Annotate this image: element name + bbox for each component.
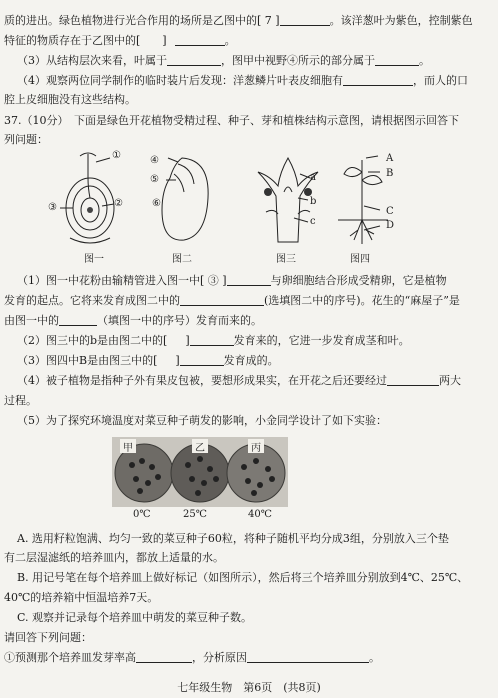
figure-4-label-c: C	[386, 206, 394, 217]
figure-1-label-2: ②	[114, 198, 123, 209]
text-line	[0, 294, 498, 308]
answer-blank[interactable]	[375, 54, 419, 66]
line-text: （1）图一中花粉由输精管进入图一中[ ③ ]	[17, 274, 227, 287]
text-line	[0, 54, 498, 68]
text-line	[0, 611, 498, 625]
line-text: 过程。	[4, 394, 37, 407]
temp-label-3: 40℃	[248, 509, 272, 520]
line-text: 发育来的，它进一步发育成茎和叶。	[233, 334, 410, 347]
text-line	[0, 93, 498, 107]
page-footer: 七年级生物 第6页 (共8页)	[177, 681, 321, 694]
text-line	[0, 394, 498, 408]
text-line	[0, 354, 498, 368]
line-text: （4）观察两位同学制作的临时装片后发现：洋葱鳞片叶表皮细胞有	[17, 74, 343, 87]
figure-4-caption: 图四	[350, 254, 370, 265]
answer-blank[interactable]	[387, 374, 439, 386]
figure-1-label-1: ①	[112, 150, 121, 161]
line-text: 发育成的。	[223, 354, 279, 367]
line-text: （2）图三中的b是由图二中的[	[17, 334, 168, 347]
line-text: C. 观察并记录每个培养皿中萌发的菜豆种子数。	[17, 611, 253, 624]
temp-label-1: 0℃	[133, 509, 151, 520]
line-text: 有二层湿滤纸的培养皿内，都放上适量的水。	[4, 551, 224, 564]
answer-blank[interactable]	[180, 294, 264, 306]
figure-2-caption: 图二	[172, 254, 192, 265]
line-text: A. 选用籽粒饱满、均匀一致的菜豆种子60粒，将种子随机平均分成3组，分别放入三个垫	[17, 532, 449, 545]
text-line	[0, 34, 498, 48]
text-line	[0, 551, 498, 565]
line-text: 由图一中的	[4, 314, 59, 327]
text-line	[0, 532, 498, 546]
figure-3-label-b: b	[310, 196, 317, 207]
line-text: （3）图四中B是由图三中的[	[17, 354, 158, 367]
line-text: ，而人的口	[413, 74, 468, 87]
dish-label-bing: 丙	[251, 443, 261, 454]
text-line	[0, 571, 498, 585]
line-text: 40℃的培养箱中恒温培养7天。	[4, 591, 159, 604]
question-37	[0, 114, 498, 128]
text-line	[0, 274, 498, 288]
answer-blank[interactable]	[167, 54, 221, 66]
text-line	[0, 651, 498, 665]
line-text: 与卵细胞结合形成受精卵，它是植物	[270, 274, 447, 287]
line-text: 。	[419, 54, 430, 67]
line-text: （5）为了探究环境温度对菜豆种子萌发的影响，小金同学设计了如下实验：	[17, 414, 387, 427]
line-text: 质的进出。绿色植物进行光合作用的场所是乙图中的[ 7 ]	[4, 14, 280, 27]
figure-2-label-4: ④	[150, 155, 159, 166]
dish-label-yi: 乙	[195, 443, 205, 454]
line-text: 请回答下列问题：	[4, 631, 92, 644]
line-text: ]	[175, 354, 180, 367]
answer-blank[interactable]	[247, 651, 369, 663]
line-text: 列问题：	[4, 133, 48, 146]
line-text: 。	[369, 651, 380, 664]
text-line	[0, 14, 498, 28]
line-text: （3）从结构层次来看，叶属于	[17, 54, 167, 67]
answer-blank[interactable]	[343, 74, 413, 86]
line-text: 。该洋葱叶为紫色，控制紫色	[329, 14, 473, 27]
line-text: ，分析原因	[192, 651, 247, 664]
text-line	[0, 591, 498, 605]
answer-blank[interactable]	[190, 334, 234, 346]
line-text: B. 用记号笔在每个培养皿上做好标记（如图所示），然后将三个培养皿分别放到4℃、25℃、	[17, 571, 469, 584]
line-text: 发育的起点。它将来发育成图二中的	[4, 294, 180, 307]
line-text: （填图一中的序号）发育而来的。	[97, 314, 262, 327]
figure-3-caption: 图三	[276, 254, 296, 265]
text-line	[0, 334, 498, 348]
figure-3-label-c: c	[310, 216, 316, 227]
figure-4-label-d: D	[386, 220, 395, 231]
line-text: 两大	[439, 374, 461, 387]
temp-label-2: 25℃	[183, 509, 207, 520]
line-text: （4）被子植物是指种子外有果皮包被，要想形成果实，在开花之后还要经过	[17, 374, 387, 387]
figure-3-label-a: a	[310, 172, 316, 183]
line-text: ，图甲中视野④所示的部分属于	[221, 54, 375, 67]
figure-4-diagram	[330, 150, 394, 250]
answer-blank[interactable]	[136, 651, 192, 663]
dish-label-jia: 甲	[123, 443, 133, 454]
line-text: ]	[162, 34, 167, 47]
figure-1-label-3: ③	[48, 202, 57, 213]
answer-blank[interactable]	[59, 314, 97, 326]
line-text: (选填图二中的序号)。花生的“麻屋子”是	[264, 294, 460, 307]
text-line	[0, 133, 498, 147]
figure-4-label-a: A	[386, 153, 394, 164]
line-text: 。	[224, 34, 236, 47]
text-line	[0, 314, 498, 328]
figure-1-caption: 图一	[84, 254, 104, 265]
line-text: ]	[185, 334, 190, 347]
line-text: 37.（10分） 下面是绿色开花植物受精过程、种子、芽和植株结构示意图，请根据图示回答下	[4, 114, 459, 127]
text-line	[0, 74, 498, 88]
text-line	[0, 631, 498, 645]
answer-blank[interactable]	[180, 354, 224, 366]
line-text: ①预测那个培养皿发芽率高	[4, 651, 136, 664]
figure-2-label-5: ⑤	[150, 174, 159, 185]
figure-4-label-b: B	[386, 168, 394, 179]
text-line	[0, 414, 498, 428]
text-line	[0, 374, 498, 388]
figure-2-label-6: ⑥	[152, 198, 161, 209]
answer-blank[interactable]	[175, 34, 225, 46]
answer-blank[interactable]	[280, 14, 330, 26]
line-text: 腔上皮细胞没有这些结构。	[4, 93, 136, 106]
line-text: 特征的物质存在于乙图中的[	[4, 34, 141, 47]
answer-blank[interactable]	[227, 274, 271, 286]
